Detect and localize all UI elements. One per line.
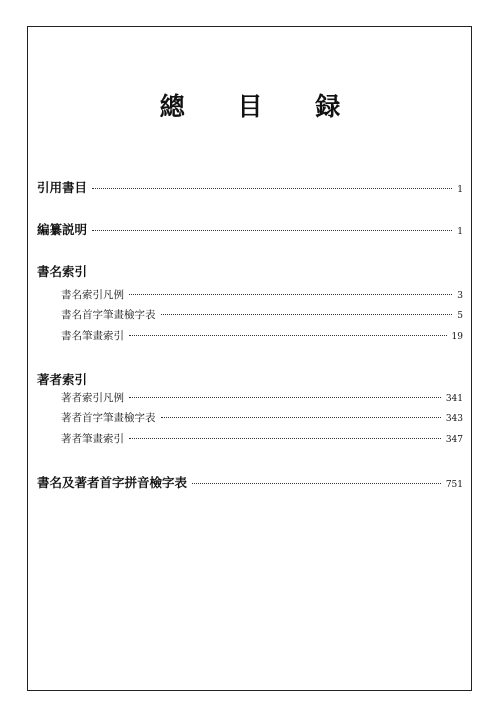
toc-entry-page: 341 [445, 394, 463, 404]
toc-entry-page: 1 [457, 185, 463, 195]
toc-entry-page: 3 [457, 291, 463, 301]
toc-entry-zhuzhe-suoyin[interactable] [61, 431, 463, 446]
toc-entry-label: 書名筆畫索引 [61, 330, 124, 342]
toc-entry-page: 751 [445, 480, 463, 490]
section-heading-zhuzhe: 著者索引 [37, 372, 88, 387]
dot-leader [129, 294, 452, 295]
toc-entry-shuming-suoyin[interactable] [61, 328, 463, 343]
page-border [27, 26, 472, 691]
toc-entry-zhuzhe-fanli[interactable] [61, 390, 463, 405]
dot-leader [129, 438, 441, 439]
toc-entry-page: 1 [457, 227, 463, 237]
toc-entry-page: 343 [445, 414, 463, 424]
toc-entry-label: 編纂説明 [37, 222, 88, 237]
toc-entry-page: 19 [451, 332, 463, 342]
toc-entry-label: 著者首字筆畫檢字表 [61, 412, 156, 424]
dot-leader [161, 314, 453, 315]
dot-leader [161, 417, 441, 418]
toc-entry-zhuzhe-jianzi[interactable] [61, 410, 463, 425]
toc-entry-label: 書名索引凡例 [61, 289, 124, 301]
dot-leader [92, 230, 452, 231]
section-heading-shuming: 書名索引 [37, 264, 88, 279]
toc-entry-label: 引用書目 [37, 180, 88, 195]
toc-entry-page: 347 [445, 435, 463, 445]
toc-entry-yinyong[interactable] [37, 178, 463, 196]
toc-entry-pinyin[interactable] [37, 473, 463, 491]
toc-entry-page: 5 [457, 311, 463, 321]
dot-leader [129, 335, 447, 336]
toc-entry-shuming-fanli[interactable] [61, 287, 463, 302]
toc-entry-bianzuan[interactable] [37, 220, 463, 238]
toc-entry-label: 書名首字筆畫檢字表 [61, 309, 156, 321]
toc-entry-label: 著者筆畫索引 [61, 433, 124, 445]
page-title: 總 目 録 [159, 92, 363, 121]
toc-entry-shuming-jianzi[interactable] [61, 307, 463, 322]
dot-leader [192, 483, 441, 484]
toc-entry-label: 著者索引凡例 [61, 392, 124, 404]
dot-leader [92, 188, 452, 189]
dot-leader [129, 397, 441, 398]
toc-entry-label: 書名及著者首字拼音檢字表 [37, 475, 188, 490]
